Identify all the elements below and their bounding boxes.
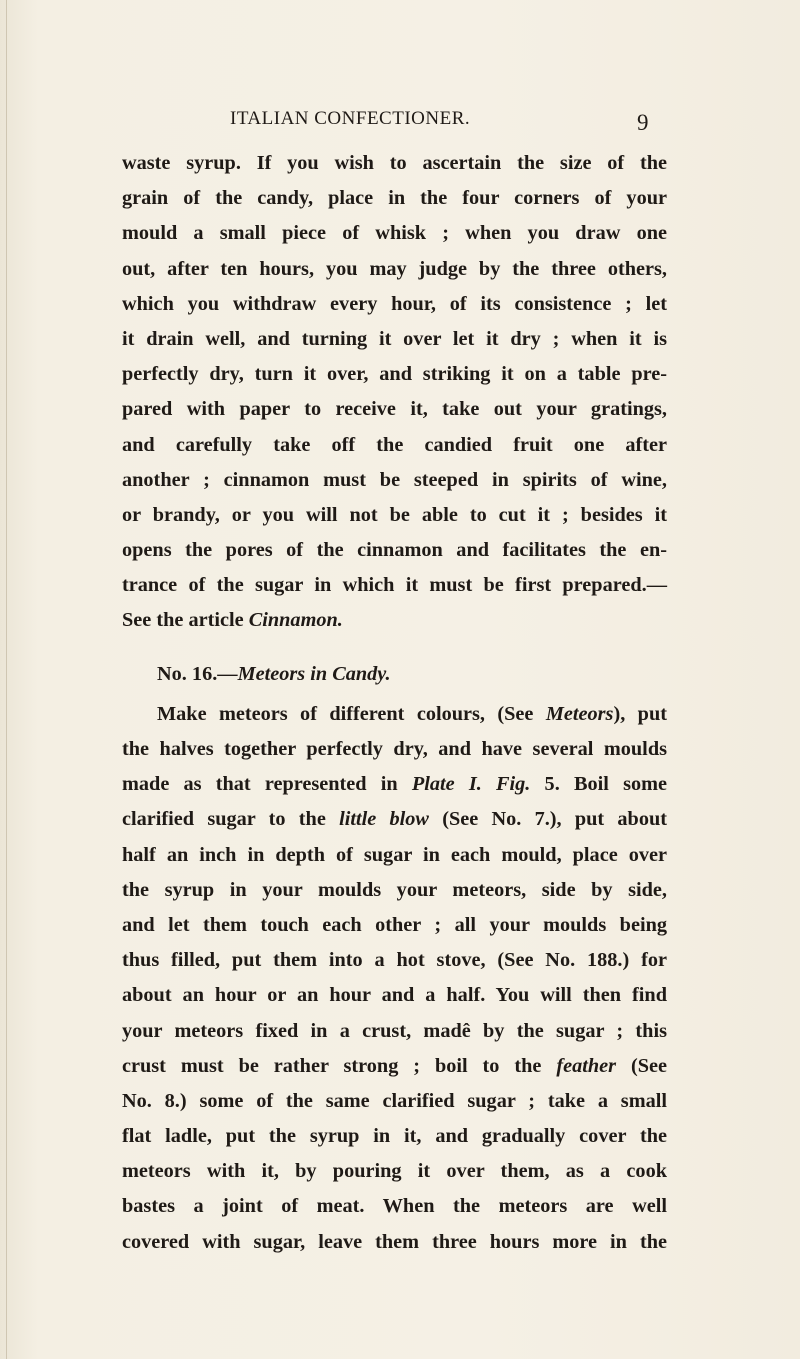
text-line: opens the pores of the cinnamon and facilitates the en- (122, 539, 667, 562)
text-line: and let them touch each other ; all your moulds being (122, 913, 667, 936)
text-line: about an hour or an hour and a half. You will then find (122, 984, 667, 1007)
text-line (122, 802, 667, 837)
italic-reference: Meteors (545, 702, 614, 725)
text-line: or brandy, or you will not be able to cut it ; besides it (122, 503, 667, 526)
text-line: half an inch in depth of sugar in each mould, place over (122, 843, 667, 866)
running-title: ITALIAN CONFECTIONER. (230, 108, 471, 129)
text-segment: made as that represented in (122, 773, 412, 796)
text-line: meteors with it, by pouring it over them, as a cook (122, 1160, 667, 1183)
text-line: the halves together perfectly dry, and have several moulds (122, 738, 667, 760)
text-segment: See the article (122, 609, 249, 632)
text-segment: (See No. 7.), put about (428, 808, 667, 831)
text-line: thus filled, put them into a hot stove, (See No. 188.) for (122, 949, 667, 972)
text-line: which you withdraw every hour, of its consistence ; let (122, 292, 667, 315)
text-line: trance of the sugar in which it must be first prepared.— (122, 574, 667, 597)
italic-reference: Cinnamon. (248, 609, 343, 632)
text-segment: (See (616, 1054, 668, 1077)
text-line: bastes a joint of meat. When the meteors are well (122, 1195, 667, 1218)
text-line: No. 8.) some of the same clarified sugar ; take a small (122, 1089, 667, 1112)
text-line: out, after ten hours, you may judge by the three others, (122, 257, 667, 280)
text-line: your meteors fixed in a crust, madê by the sugar ; this (122, 1019, 667, 1042)
text-segment: crust must be rather strong ; boil to the (122, 1054, 557, 1077)
section-heading (122, 657, 667, 692)
italic-reference: feather (556, 1054, 617, 1077)
text-line: waste syrup. If you wish to ascertain the size of the (122, 152, 667, 174)
text-line (122, 767, 667, 802)
text-segment: 5. Boil some (530, 773, 667, 796)
text-segment: Make meteors of different colours, (See (157, 702, 546, 725)
text-line (122, 697, 667, 732)
text-line: the syrup in your moulds your meteors, side by side, (122, 878, 667, 901)
text-segment: clarified sugar to the (122, 808, 340, 831)
text-line: mould a small piece of whisk ; when you draw one (122, 222, 667, 245)
text-line: pared with paper to receive it, take out your gratings, (122, 398, 667, 421)
section-number: No. 16.— (157, 662, 238, 685)
text-line: flat ladle, put the syrup in it, and gradually cover the (122, 1125, 667, 1148)
text-line: another ; cinnamon must be steeped in spirits of wine, (122, 468, 667, 491)
text-line: and carefully take off the candied fruit one after (122, 433, 667, 456)
italic-reference: little blow (339, 808, 429, 831)
page-number: 9 (637, 110, 649, 135)
text-line: covered with sugar, leave them three hours more in the (122, 1230, 667, 1253)
text-line (122, 1049, 667, 1084)
text-line: grain of the candy, place in the four corners of your (122, 187, 667, 210)
page-gutter-line (6, 0, 7, 1359)
section-title: Meteors in Candy. (237, 662, 391, 685)
text-segment: ), put (613, 702, 667, 725)
italic-reference: Plate I. Fig. (411, 773, 531, 796)
text-line (122, 603, 667, 638)
body-text (122, 146, 667, 1260)
text-line: perfectly dry, turn it over, and striking it on a table pre- (122, 363, 667, 386)
text-line: it drain well, and turning it over let it dry ; when it is (122, 327, 667, 350)
